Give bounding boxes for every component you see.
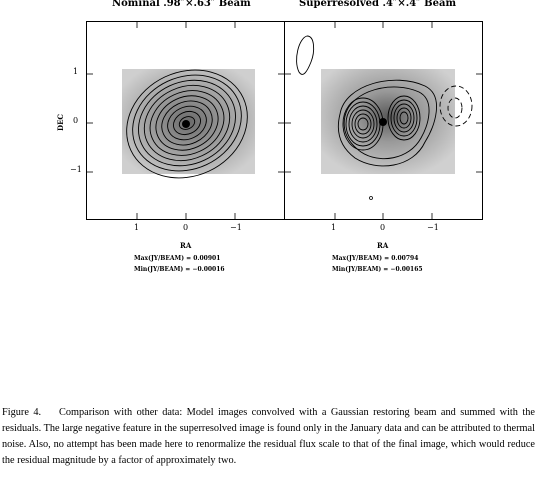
right-min-label: Min(JY/BEAM) = −0.00165 [332,266,423,273]
right-beam-marker [370,197,373,200]
caption-label: Figure 4. [2,407,42,418]
left-panel-title: Nominal .98″×.63″ Beam [112,0,251,9]
left-ytick-1: 1 [73,67,79,76]
right-xtick-1: 1 [331,223,337,232]
left-max-label: Max(JY/BEAM) = 0.00901 [134,255,221,262]
left-ytick-minus1: −1 [70,165,82,174]
left-panel-image [87,22,284,219]
left-ytick-0: 0 [73,116,79,125]
left-panel-plot [86,21,285,220]
caption-text: Comparison with other data: Model images convolved with a Gaussian restoring beam and summed with the residuals. The large negative feature in the superresolved image is found only in the January data and can be attributed to thermal noise. Also, no attempt has been made here to renormalize the residual flux scale to that of the final image, which would reduce the residual magnitude by a factor of approximately two. [2,407,535,466]
figure-caption [2,405,535,469]
left-xtick-0: 0 [183,223,189,232]
left-xtick-minus1: −1 [230,223,242,232]
right-xtick-0: 0 [380,223,386,232]
right-panel-title: Superresolved .4″×.4″ Beam [299,0,457,9]
right-panel-plot [284,21,483,220]
right-panel-image [285,22,482,219]
left-ylabel: DEC [55,114,65,131]
left-xtick-1: 1 [134,223,140,232]
left-min-label: Min(JY/BEAM) = −0.00016 [134,266,225,273]
left-xlabel: RA [180,241,192,250]
right-core-spot [379,118,387,126]
left-core-spot [182,120,190,128]
right-xlabel: RA [377,241,389,250]
right-max-label: Max(JY/BEAM) = 0.00794 [332,255,419,262]
right-xtick-minus1: −1 [427,223,439,232]
